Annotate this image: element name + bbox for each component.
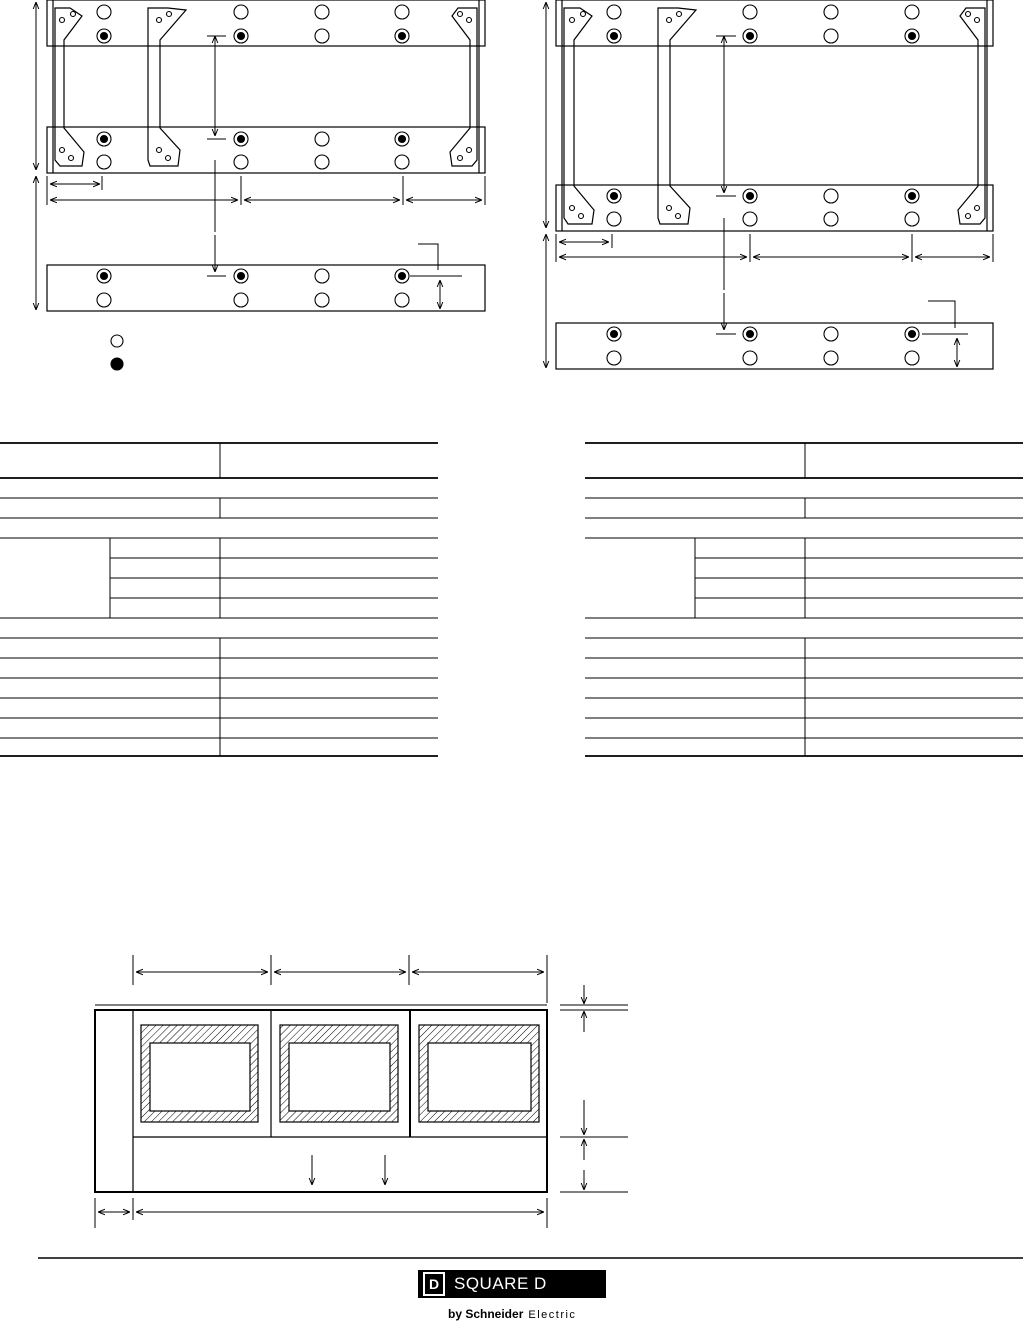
- open-circle-icon: [111, 335, 123, 347]
- panel-front-view: [95, 955, 628, 1228]
- left-rack-holes: [60, 5, 472, 169]
- filled-circle-icon: [111, 358, 123, 370]
- tagline-parent: Electric: [528, 1309, 577, 1321]
- right-bottom-channel: [556, 301, 993, 369]
- logo-d-box: [423, 1272, 445, 1296]
- logo-name: SQUARE D: [454, 1274, 547, 1293]
- schneider-tagline: [448, 1307, 576, 1325]
- square-d-logo: [418, 1270, 606, 1298]
- right-rack-holes: [570, 5, 980, 226]
- right-spec-table: [585, 443, 1023, 756]
- left-bottom-channel: [47, 244, 485, 311]
- tagline-by: by Schneider: [448, 1307, 524, 1321]
- left-rack-drawing: [47, 0, 485, 173]
- left-spec-table: [0, 443, 438, 756]
- logo-letter: D: [428, 1276, 440, 1292]
- right-rack-drawing: [556, 0, 993, 231]
- hole-legend: [111, 335, 123, 370]
